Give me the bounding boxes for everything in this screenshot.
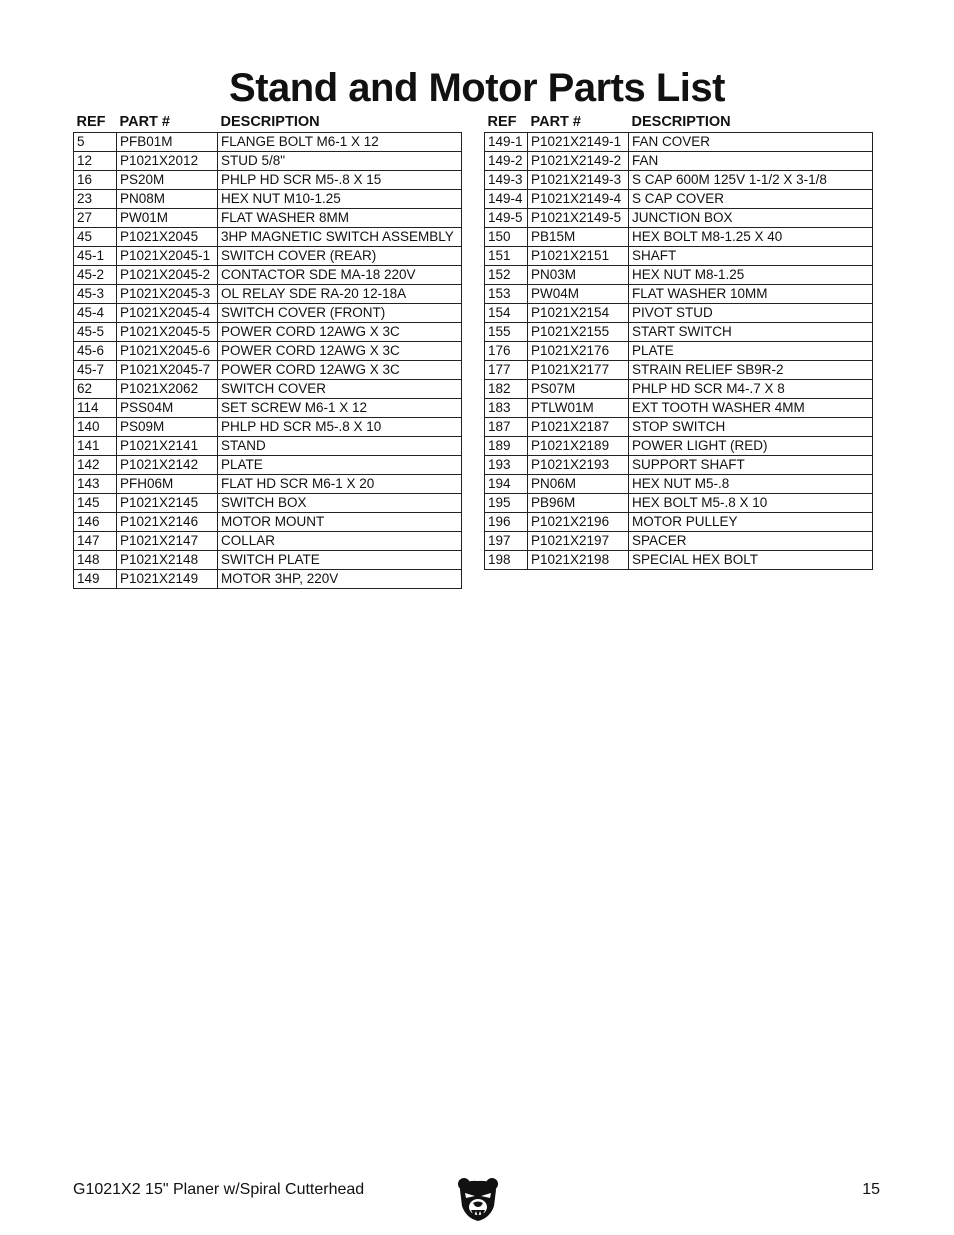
part-number-cell: PS20M [117,171,218,190]
description-cell: START SWITCH [629,323,873,342]
ref-cell: 150 [485,228,528,247]
ref-cell: 45-6 [74,342,117,361]
ref-cell: 194 [485,475,528,494]
description-cell: SWITCH COVER (FRONT) [218,304,462,323]
table-row [74,171,462,190]
description-cell: HEX NUT M5-.8 [629,475,873,494]
description-cell: STOP SWITCH [629,418,873,437]
table-row [485,285,873,304]
table-row [485,171,873,190]
part-number-cell: P1021X2045-2 [117,266,218,285]
ref-cell: 45-4 [74,304,117,323]
part-number-cell: P1021X2151 [528,247,629,266]
table-row [485,399,873,418]
ref-cell: 177 [485,361,528,380]
table-row [485,475,873,494]
part-number-cell: P1021X2189 [528,437,629,456]
table-row [74,285,462,304]
part-number-cell: PW01M [117,209,218,228]
part-number-cell: PS07M [528,380,629,399]
table-row [74,475,462,494]
part-number-cell: P1021X2149-3 [528,171,629,190]
part-number-cell: PW04M [528,285,629,304]
part-number-cell: P1021X2155 [528,323,629,342]
table-row [485,247,873,266]
table-row [74,190,462,209]
description-cell: STRAIN RELIEF SB9R-2 [629,361,873,380]
table-row [485,380,873,399]
table-row [74,133,462,152]
table-row [74,418,462,437]
ref-cell: 155 [485,323,528,342]
ref-cell: 146 [74,513,117,532]
part-number-cell: PN06M [528,475,629,494]
table-row [74,209,462,228]
ref-cell: 114 [74,399,117,418]
part-number-cell: P1021X2177 [528,361,629,380]
part-number-cell: PFB01M [117,133,218,152]
part-number-cell: P1021X2149-4 [528,190,629,209]
part-number-cell: P1021X2045-5 [117,323,218,342]
description-cell: SWITCH PLATE [218,551,462,570]
description-cell: POWER LIGHT (RED) [629,437,873,456]
part-number-cell: P1021X2147 [117,532,218,551]
part-number-cell: P1021X2187 [528,418,629,437]
ref-cell: 27 [74,209,117,228]
ref-cell: 153 [485,285,528,304]
description-cell: MOTOR 3HP, 220V [218,570,462,589]
ref-cell: 12 [74,152,117,171]
description-cell: SUPPORT SHAFT [629,456,873,475]
part-number-cell: PSS04M [117,399,218,418]
ref-cell: 145 [74,494,117,513]
part-number-cell: P1021X2045-4 [117,304,218,323]
ref-cell: 62 [74,380,117,399]
description-cell: S CAP 600M 125V 1-1/2 X 3-1/8 [629,171,873,190]
ref-cell: 151 [485,247,528,266]
description-cell: SHAFT [629,247,873,266]
description-cell: SET SCREW M6-1 X 12 [218,399,462,418]
part-number-cell: P1021X2149-2 [528,152,629,171]
ref-cell: 45-3 [74,285,117,304]
part-number-cell: PTLW01M [528,399,629,418]
part-number-cell: P1021X2045 [117,228,218,247]
ref-cell: 187 [485,418,528,437]
description-cell: STUD 5/8" [218,152,462,171]
table-row [74,513,462,532]
table-row [485,418,873,437]
table-row [74,152,462,171]
table-row [485,323,873,342]
description-cell: HEX BOLT M5-.8 X 10 [629,494,873,513]
description-cell: FLANGE BOLT M6-1 X 12 [218,133,462,152]
table-header-row [74,111,462,133]
description-cell: STAND [218,437,462,456]
table-row [485,532,873,551]
table-row [485,133,873,152]
page-title: Stand and Motor Parts List [229,66,725,110]
ref-column-header: REF [76,113,106,130]
part-number-cell: P1021X2193 [528,456,629,475]
table-row [485,551,873,570]
ref-cell: 143 [74,475,117,494]
ref-cell: 148 [74,551,117,570]
part-number-cell: P1021X2196 [528,513,629,532]
ref-cell: 149-4 [485,190,528,209]
description-cell: PLATE [629,342,873,361]
description-cell: OL RELAY SDE RA-20 12-18A [218,285,462,304]
ref-cell: 23 [74,190,117,209]
ref-cell: 45 [74,228,117,247]
table-row [74,532,462,551]
bear-head-logo-icon [456,1176,500,1222]
description-cell: 3HP MAGNETIC SWITCH ASSEMBLY [218,228,462,247]
description-cell: HEX BOLT M8-1.25 X 40 [629,228,873,247]
ref-cell: 195 [485,494,528,513]
part-number-cell: P1021X2045-6 [117,342,218,361]
description-cell: POWER CORD 12AWG X 3C [218,323,462,342]
ref-cell: 197 [485,532,528,551]
ref-cell: 149 [74,570,117,589]
table-row [485,437,873,456]
part-number-cell: P1021X2154 [528,304,629,323]
description-cell: SPECIAL HEX BOLT [629,551,873,570]
parts-table-right [484,111,873,570]
table-row [74,494,462,513]
description-column-header: DESCRIPTION [220,113,320,130]
description-cell: PHLP HD SCR M5-.8 X 10 [218,418,462,437]
ref-cell: 147 [74,532,117,551]
description-cell: MOTOR MOUNT [218,513,462,532]
ref-cell: 142 [74,456,117,475]
description-cell: CONTACTOR SDE MA-18 220V [218,266,462,285]
part-number-cell: PB96M [528,494,629,513]
ref-cell: 45-1 [74,247,117,266]
part-number-cell: P1021X2197 [528,532,629,551]
description-cell: COLLAR [218,532,462,551]
ref-cell: 193 [485,456,528,475]
ref-cell: 189 [485,437,528,456]
table-row [74,437,462,456]
description-cell: SPACER [629,532,873,551]
description-cell: SWITCH COVER [218,380,462,399]
part-number-cell: PS09M [117,418,218,437]
description-cell: POWER CORD 12AWG X 3C [218,361,462,380]
part-number-cell: P1021X2045-7 [117,361,218,380]
ref-cell: 149-3 [485,171,528,190]
description-cell: PHLP HD SCR M5-.8 X 15 [218,171,462,190]
ref-cell: 176 [485,342,528,361]
table-row [485,342,873,361]
part-number-cell: P1021X2012 [117,152,218,171]
description-cell: PIVOT STUD [629,304,873,323]
description-cell: S CAP COVER [629,190,873,209]
table-row [74,228,462,247]
table-row [74,380,462,399]
footer-model-text: G1021X2 15" Planer w/Spiral Cutterhead [73,1181,365,1198]
description-cell: SWITCH BOX [218,494,462,513]
table-row [74,456,462,475]
description-cell: JUNCTION BOX [629,209,873,228]
part-number-cell: PN08M [117,190,218,209]
table-row [74,551,462,570]
part-number-cell: P1021X2045-3 [117,285,218,304]
description-cell: PHLP HD SCR M4-.7 X 8 [629,380,873,399]
ref-cell: 16 [74,171,117,190]
table-row [74,342,462,361]
ref-cell: 182 [485,380,528,399]
description-cell: PLATE [218,456,462,475]
ref-cell: 5 [74,133,117,152]
ref-cell: 198 [485,551,528,570]
description-cell: FLAT WASHER 8MM [218,209,462,228]
part-number-cell: P1021X2141 [117,437,218,456]
description-cell: EXT TOOTH WASHER 4MM [629,399,873,418]
description-column-header: DESCRIPTION [631,113,731,130]
table-row [485,304,873,323]
ref-cell: 141 [74,437,117,456]
ref-cell: 149-5 [485,209,528,228]
part-number-cell: P1021X2045-1 [117,247,218,266]
table-row [74,247,462,266]
page-number: 15 [862,1181,880,1198]
table-header-row [485,111,873,133]
part-column-header: PART # [119,113,170,130]
ref-cell: 45-5 [74,323,117,342]
ref-cell: 45-2 [74,266,117,285]
table-row [74,399,462,418]
part-number-cell: P1021X2149-5 [528,209,629,228]
description-cell: FLAT HD SCR M6-1 X 20 [218,475,462,494]
ref-cell: 152 [485,266,528,285]
description-cell: SWITCH COVER (REAR) [218,247,462,266]
table-row [74,266,462,285]
table-row [485,513,873,532]
part-number-cell: P1021X2145 [117,494,218,513]
table-row [485,456,873,475]
table-row [74,361,462,380]
ref-cell: 149-1 [485,133,528,152]
description-cell: HEX NUT M8-1.25 [629,266,873,285]
table-row [485,361,873,380]
ref-cell: 183 [485,399,528,418]
table-row [485,494,873,513]
ref-cell: 140 [74,418,117,437]
part-number-cell: PN03M [528,266,629,285]
table-row [485,190,873,209]
part-number-cell: P1021X2142 [117,456,218,475]
ref-cell: 149-2 [485,152,528,171]
description-cell: FLAT WASHER 10MM [629,285,873,304]
part-column-header: PART # [530,113,581,130]
table-row [74,570,462,589]
parts-table-left [73,111,462,589]
part-number-cell: P1021X2148 [117,551,218,570]
part-number-cell: P1021X2146 [117,513,218,532]
part-number-cell: P1021X2149 [117,570,218,589]
part-number-cell: P1021X2062 [117,380,218,399]
part-number-cell: PB15M [528,228,629,247]
table-row [74,304,462,323]
ref-column-header: REF [487,113,517,130]
description-cell: FAN [629,152,873,171]
ref-cell: 154 [485,304,528,323]
part-number-cell: P1021X2149-1 [528,133,629,152]
part-number-cell: P1021X2198 [528,551,629,570]
ref-cell: 45-7 [74,361,117,380]
part-number-cell: PFH06M [117,475,218,494]
description-cell: POWER CORD 12AWG X 3C [218,342,462,361]
table-row [74,323,462,342]
part-number-cell: P1021X2176 [528,342,629,361]
description-cell: FAN COVER [629,133,873,152]
table-row [485,152,873,171]
table-row [485,266,873,285]
description-cell: HEX NUT M10-1.25 [218,190,462,209]
description-cell: MOTOR PULLEY [629,513,873,532]
table-row [485,209,873,228]
ref-cell: 196 [485,513,528,532]
table-row [485,228,873,247]
